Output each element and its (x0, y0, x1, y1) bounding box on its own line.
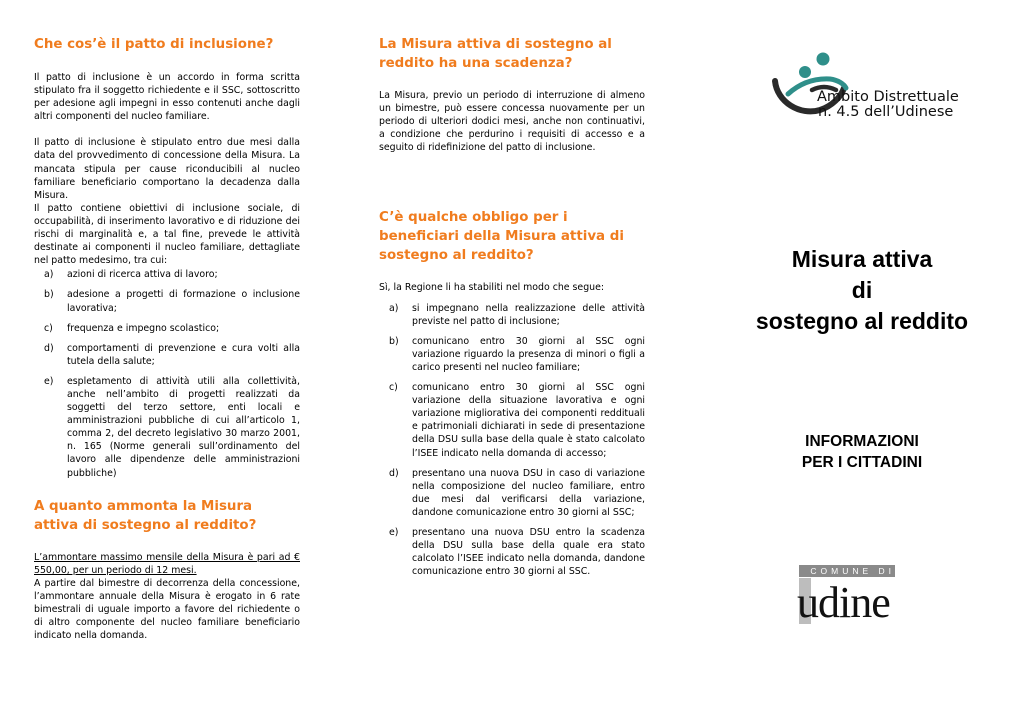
paragraph-ammontare-erogazione: A partire dal bimestre di decorrenza della concessione, l’ammontare annuale della Misura è erogato in 6 rate bimestrali di uguale importo a favore del richiedente o di altro componente del nucleo familiare beneficiario indicato nella domanda. (34, 577, 300, 642)
list-item: a) si impegnano nella realizzazione delle attività previste nel patto di inclusione; (389, 302, 645, 327)
list-obblighi (379, 302, 645, 579)
ambito-text (817, 90, 959, 120)
heading-ammontare: A quanto ammonta la Misura attiva di sostegno al reddito? (34, 498, 257, 533)
comune-di-udine-logo (797, 564, 927, 634)
list-attivita (34, 268, 300, 479)
column-left (34, 0, 300, 642)
comune-header: COMUNE DI (810, 566, 895, 576)
cover-title-line3: sostegno al reddito (755, 308, 969, 334)
comune-name: udine (797, 578, 890, 627)
heading-scadenza: La Misura attiva di sostegno al reddito ha una scadenza? (379, 37, 612, 71)
cover-subtitle-line2: PER I CITTADINI (801, 454, 923, 471)
paragraph-patto-definizione: Il patto di inclusione è un accordo in forma scritta stipulato fra il soggetto richiedente e il SSC, sottoscritto per adesione agli impegni in esso contenuti anche dagli altri componenti del nucleo familiare. (34, 72, 300, 123)
list-item: c) comunicano entro 30 giorni al SSC ogni variazione della situazione lavorativa e ogni variazione migliorativa dei componenti reddituali e patrimoniali dichiarati in sede di presentazione della DSU sulla base della quale è stato calcolato l’ISEE indicato nella domanda di accesso; (389, 382, 645, 459)
ambito-distrettuale-logo (770, 50, 1024, 130)
cover-subtitle-line1: INFORMAZIONI (805, 433, 919, 450)
paragraph-ammontare-massimo: L’ammontare massimo mensile della Misura è pari ad € 550,00, per un periodo di 12 mesi. (34, 551, 300, 576)
paragraph-obblighi-intro: Sì, la Regione li ha stabiliti nel modo che segue: (379, 282, 605, 294)
column-middle (379, 0, 645, 585)
paragraph-patto-obiettivi: Il patto contiene obiettivi di inclusione sociale, di occupabilità, di inserimento lavorativo e di riduzione dei rischi di marginalità e, a tal fine, prevede le attività destinate ai componenti il nucleo familiare, dettagliate nel patto medesimo, tra cui: (34, 202, 300, 267)
heading-obblighi: C’è qualche obbligo per i beneficiari della Misura attiva di sostegno al reddito? (379, 210, 624, 264)
cover-title (700, 244, 1024, 337)
heading-patto-inclusione: Che cos’è il patto di inclusione? (34, 37, 274, 52)
paragraph-patto-stipula: Il patto di inclusione è stipulato entro due mesi dalla data del provvedimento di concessione della Misura. La mancata stipula per cause riconducibili al nucleo familiare beneficiario comportano la decadenza dalla Misura. (34, 137, 300, 201)
list-item: a) azioni di ricerca attiva di lavoro; (44, 269, 218, 281)
list-item: d) presentano una nuova DSU in caso di variazione nella composizione del nucleo familiare, entro due mesi dal verificarsi della variazione, dandone comunicazione entro 30 giorni al SSC; (389, 467, 645, 518)
cover-subtitle (700, 431, 1024, 473)
column-cover (700, 0, 1024, 725)
list-item: b) comunicano entro 30 giorni al SSC ogni variazione riguardo la presenza di minori o figli a carico presenti nel nucleo familiare; (389, 335, 645, 373)
list-item: e) presentano una nuova DSU entro la scadenza della DSU sulla base della quale era stato calcolato l’ISEE indicato nella domanda, dandone comunicazione entro 30 giorni al SSC. (389, 526, 645, 578)
ambito-line1: Ambito Distrettuale (817, 89, 959, 105)
list-item: e) espletamento di attività utili alla collettività, anche nell’ambito di progetti realizzati da soggetti del terzo settore, enti locali e amministrazioni pubbliche di cui all’articolo 1, comma 2, del decreto legislativo 30 marzo 2001, n. 165 (Norme generali sull’ordinamento del lavoro alle dipendenze delle amministrazioni pubbliche) (44, 375, 300, 479)
cover-title-line1: Misura attiva (791, 246, 933, 272)
ambito-line2: n. 4.5 dell’Udinese (818, 104, 954, 120)
list-item: c) frequenza e impegno scolastico; (44, 322, 220, 334)
paragraph-scadenza: La Misura, previo un periodo di interruzione di almeno un bimestre, può essere concessa nuovamente per un periodo di ulteriori dodici mesi, anche non continuativi, a condizione che perdurino i requisiti di accesso e a seguito di ridefinizione del patto di inclusione. (379, 90, 645, 154)
cover-title-line2: di (851, 277, 873, 303)
list-item: b) adesione a progetti di formazione o inclusione lavorativa; (44, 289, 300, 314)
list-item: d) comportamenti di prevenzione e cura volti alla tutela della salute; (44, 342, 300, 367)
